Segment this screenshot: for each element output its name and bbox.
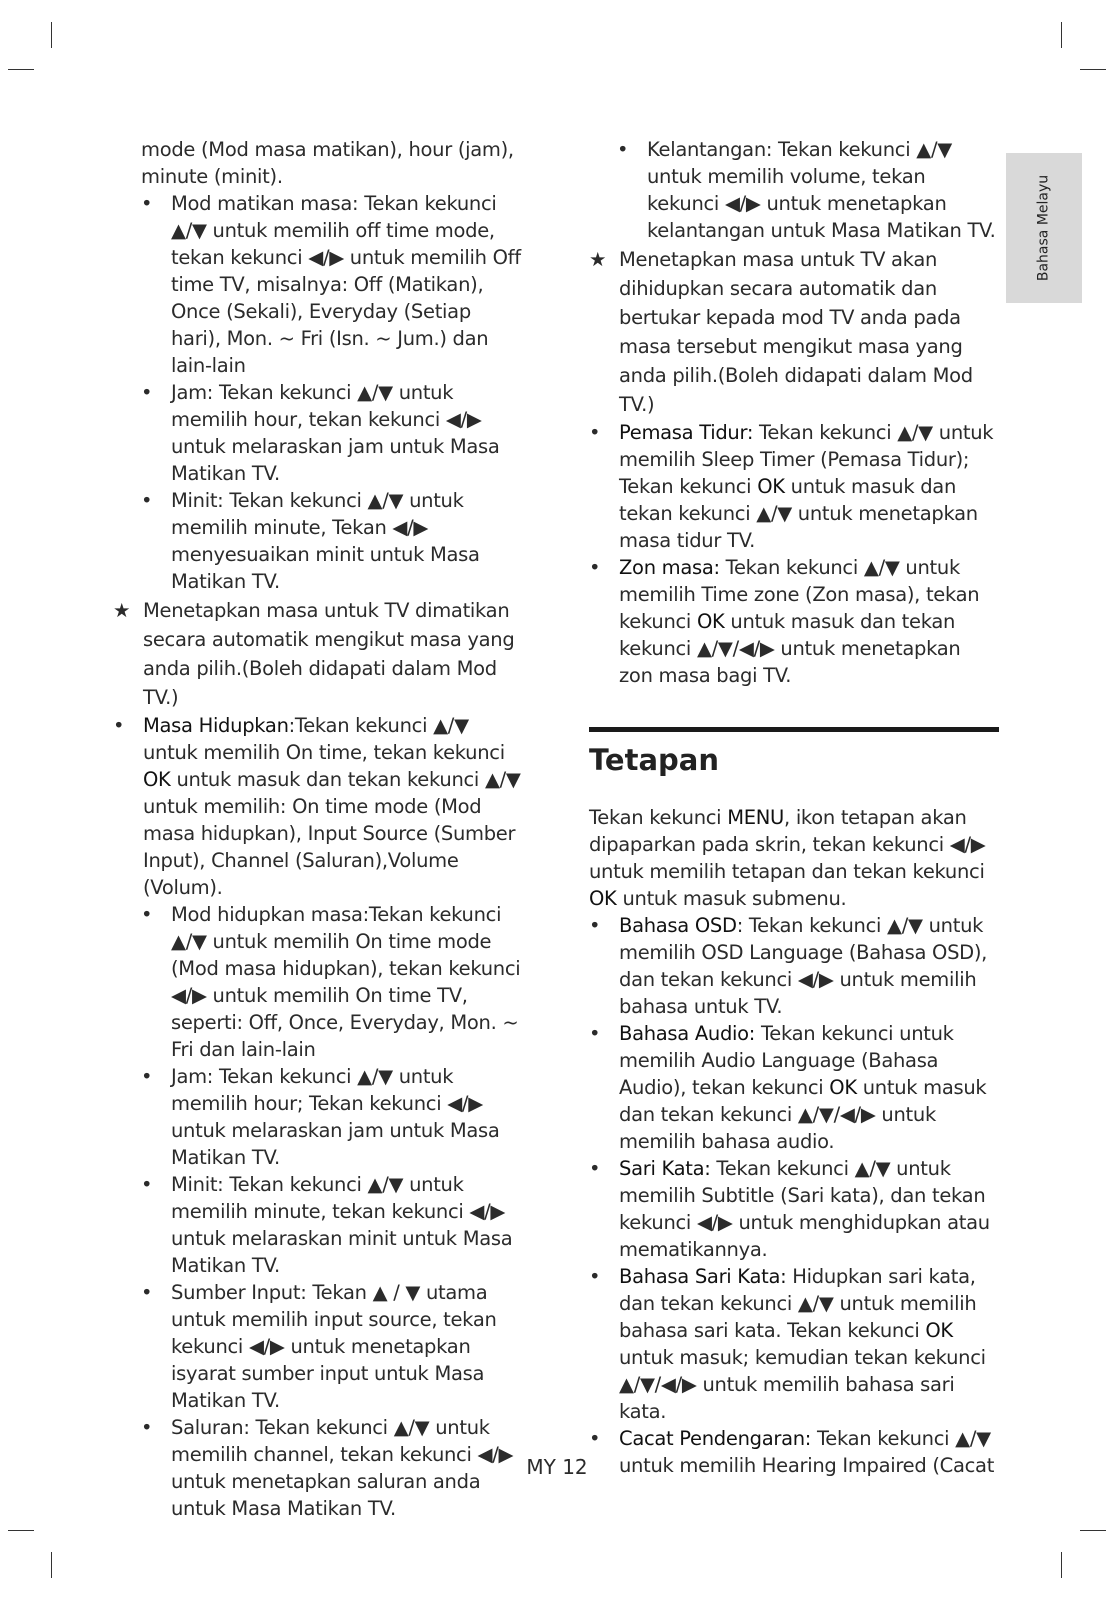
crop-mark-bottom-right-v <box>1061 1552 1062 1578</box>
ok-key: OK <box>757 475 785 498</box>
time-zone-item <box>589 554 999 689</box>
star-note-text: Menetapkan masa untuk TV akan dihidupkan secara automatik dan bertukar kepada mod TV anda pada masa tersebut mengikut masa yang anda pilih.(Boleh didapati dalam Mod TV.) <box>619 248 973 416</box>
bullet: • <box>589 1022 601 1045</box>
time-zone-text-2: untuk masuk dan tekan kekunci ▲/▼/◀/▶ untuk menetapkan zon masa bagi TV. <box>619 610 961 687</box>
crop-mark-bottom-left-v <box>51 1552 52 1578</box>
ok-key: OK <box>589 887 617 910</box>
off-time-list <box>113 190 523 595</box>
section-intro-text-3: untuk masuk submenu. <box>616 887 847 910</box>
list-item-text: Jam: Tekan kekunci ▲/▼ untuk memilih hour; Tekan kekunci ◀/▶ untuk melaraskan jam untuk Masa Matikan TV. <box>171 1065 500 1169</box>
sleep-timer-item <box>589 419 999 554</box>
ok-key: OK <box>829 1076 857 1099</box>
on-time-item <box>113 712 523 901</box>
ok-key: OK <box>143 768 171 791</box>
osd-language-label: Bahasa OSD <box>619 914 737 937</box>
list-item-text: Mod matikan masa: Tekan kekunci ▲/▼ untuk memilih off time mode, tekan kekunci ◀/▶ untuk memilih Off time TV, misalnya: Off (Matikan), Once (Sekali), Everyday (Setiap hari), Mon. ~ Fri (Isn. ~ Jum.) dan lain-lain <box>171 192 521 377</box>
audio-language-text-1: Tekan kekunci untuk memilih Audio Language (Bahasa Audio), tekan kekunci <box>619 1022 954 1099</box>
subtitle-item <box>589 1155 999 1263</box>
crop-mark-bottom-right-h <box>1080 1530 1106 1531</box>
bullet: • <box>589 914 601 937</box>
bullet: • <box>141 381 153 404</box>
bullet: • <box>141 1281 153 1304</box>
on-time-list <box>113 901 523 1522</box>
bullet: • <box>589 1157 601 1180</box>
sleep-timer-label: Pemasa Tidur: <box>619 421 754 444</box>
list-item <box>141 1063 523 1171</box>
list-item <box>141 1171 523 1279</box>
list-item-text: Sumber Input: Tekan ▲ / ▼ utama untuk memilih input source, tekan kekunci ◀/▶ untuk menetapkan isyarat sumber input untuk Masa Matikan TV. <box>171 1281 497 1412</box>
section-intro-text-1: Tekan kekunci <box>589 806 728 829</box>
time-zone-label: Zon masa: <box>619 556 720 579</box>
star-icon: ★ <box>589 248 607 271</box>
osd-language-item <box>589 912 999 1020</box>
subtitle-language-text-2: untuk masuk; kemudian tekan kekunci ▲/▼/◀/▶ untuk memilih bahasa sari kata. <box>619 1346 986 1423</box>
subtitle-text: Tekan kekunci ▲/▼ untuk memilih Subtitle (Sari kata), dan tekan kekunci ◀/▶ untuk menghidupkan atau mematikannya. <box>619 1157 990 1261</box>
sleep-timer-text-1: Tekan kekunci ▲/▼ untuk memilih Sleep Timer (Pemasa Tidur); Tekan kekunci <box>619 421 994 498</box>
subtitle-language-text-1: Hidupkan sari kata, dan tekan kekunci ▲/▼ untuk memilih bahasa sari kata. Tekan kekunci <box>619 1265 977 1342</box>
bullet: • <box>617 138 629 161</box>
section-divider <box>589 727 999 732</box>
section-intro-text-2: , ikon tetapan akan dipaparkan pada skrin, tekan kekunci ◀/▶ untuk memilih tetapan dan tekan kekunci <box>589 806 986 883</box>
ok-key: OK <box>925 1319 953 1342</box>
menu-key: MENU <box>727 806 785 829</box>
bullet: • <box>589 421 601 444</box>
hearing-impaired-label: Cacat Pendengaran: <box>619 1427 812 1450</box>
bullet: • <box>589 1265 601 1288</box>
list-item <box>141 379 523 487</box>
audio-language-item <box>589 1020 999 1155</box>
bullet: • <box>589 556 601 579</box>
sleep-timer-text-2: untuk masuk dan tekan kekunci ▲/▼ untuk menetapkan masa tidur TV. <box>619 475 978 552</box>
list-item-text: Minit: Tekan kekunci ▲/▼ untuk memilih minute, Tekan ◀/▶ menyesuaikan minit untuk Masa Matikan TV. <box>171 489 480 593</box>
list-item-text: Mod hidupkan masa:Tekan kekunci ▲/▼ untuk memilih On time mode (Mod masa hidupkan), tekan kekunci ◀/▶ untuk memilih On time TV, seperti: Off, Once, Everyday, Mon. ~ Fri dan lain-lain <box>171 903 521 1061</box>
list-item <box>617 136 999 244</box>
right-column <box>589 136 999 1479</box>
subtitle-language-label: Bahasa Sari Kata: <box>619 1265 787 1288</box>
bullet: • <box>589 1427 601 1450</box>
on-time-text-2: untuk masuk dan tekan kekunci ▲/▼ untuk memilih: On time mode (Mod masa hidupkan), Input Source (Sumber Input), Channel (Saluran),Volume (Volum). <box>143 768 521 899</box>
bullet: • <box>141 1416 153 1439</box>
audio-language-text-2: untuk masuk dan tekan kekunci ▲/▼/◀/▶ untuk memilih bahasa audio. <box>619 1076 987 1153</box>
bullet: • <box>141 489 153 512</box>
hearing-impaired-text: Tekan kekunci ▲/▼ untuk memilih Hearing Impaired (Cacat <box>619 1427 995 1477</box>
bullet: • <box>141 903 153 926</box>
list-item <box>141 190 523 379</box>
intro-line-2: minute (minit). <box>141 165 283 188</box>
section-title: Tetapan <box>589 743 720 777</box>
star-note <box>113 596 523 712</box>
list-item <box>141 901 523 1063</box>
list-item <box>141 487 523 595</box>
subtitle-language-item <box>589 1263 999 1425</box>
crop-mark-bottom-left-h <box>8 1530 34 1531</box>
time-zone-text-1: Tekan kekunci ▲/▼ untuk memilih Time zone (Zon masa), tekan kekunci <box>619 556 980 633</box>
list-item-text: Kelantangan: Tekan kekunci ▲/▼ untuk memilih volume, tekan kekunci ◀/▶ untuk menetapkan kelantangan untuk Masa Matikan TV. <box>647 138 996 242</box>
list-item-text: Saluran: Tekan kekunci ▲/▼ untuk memilih channel, tekan kekunci ◀/▶ untuk menetapkan saluran anda untuk Masa Matikan TV. <box>171 1416 514 1520</box>
bullet: • <box>113 714 125 737</box>
audio-language-label: Bahasa Audio: <box>619 1022 756 1045</box>
language-side-tab-label: Bahasa Melayu <box>1035 174 1052 282</box>
list-item <box>141 1279 523 1414</box>
crop-mark-top-left-v <box>51 22 52 48</box>
list-item-text: Minit: Tekan kekunci ▲/▼ untuk memilih minute, tekan kekunci ◀/▶ untuk melaraskan minit untuk Masa Matikan TV. <box>171 1173 513 1277</box>
star-note-text: Menetapkan masa untuk TV dimatikan secara automatik mengikut masa yang anda pilih.(Boleh didapati dalam Mod TV.) <box>143 599 515 709</box>
on-time-text-1: :Tekan kekunci ▲/▼ untuk memilih On time, tekan kekunci <box>143 714 505 764</box>
crop-mark-top-right-v <box>1061 22 1062 48</box>
bullet: • <box>141 1173 153 1196</box>
star-note <box>589 245 999 419</box>
osd-language-text: : Tekan kekunci ▲/▼ untuk memilih OSD Language (Bahasa OSD), dan tekan kekunci ◀/▶ untuk memilih bahasa untuk TV. <box>619 914 988 1018</box>
page-number: MY 12 <box>526 1455 588 1479</box>
bullet: • <box>141 1065 153 1088</box>
list-item-text: Jam: Tekan kekunci ▲/▼ untuk memilih hour, tekan kekunci ◀/▶ untuk melaraskan jam untuk Masa Matikan TV. <box>171 381 500 485</box>
off-time-intro <box>113 136 523 190</box>
on-time-label: Masa Hidupkan <box>143 714 289 737</box>
star-icon: ★ <box>113 599 131 622</box>
ok-key: OK <box>696 610 725 633</box>
crop-mark-top-right-h <box>1080 69 1106 70</box>
subtitle-label: Sari Kata: <box>619 1157 711 1180</box>
language-side-tab <box>1006 153 1082 303</box>
bullet: • <box>141 192 153 215</box>
left-column <box>113 136 523 1522</box>
crop-mark-top-left-h <box>8 69 34 70</box>
volume-list <box>589 136 999 244</box>
section-intro <box>589 804 999 912</box>
intro-line-1: mode (Mod masa matikan), hour (jam), <box>141 138 514 161</box>
